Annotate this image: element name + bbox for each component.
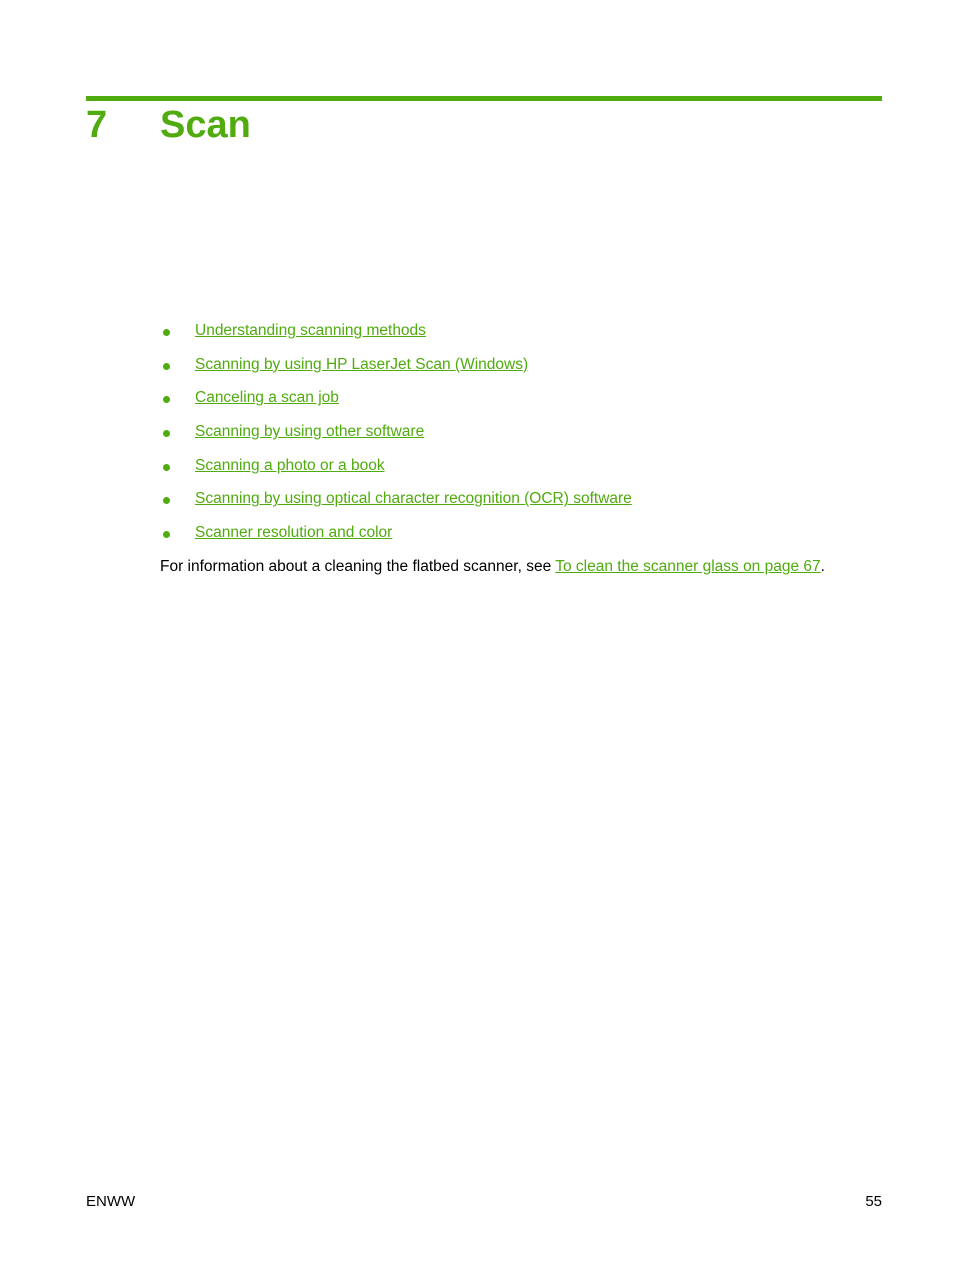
toc-item [160, 523, 632, 557]
chapter-number: 7 [86, 104, 108, 146]
toc-item [160, 321, 632, 355]
clean-scanner-glass-link[interactable]: To clean the scanner glass on page 67 [555, 558, 821, 575]
bullet-icon [163, 464, 170, 471]
info-text-before: For information about a cleaning the flatbed scanner, see [160, 558, 556, 575]
toc-link-hp-laserjet-scan[interactable]: Scanning by using HP LaserJet Scan (Windows) [195, 355, 529, 373]
toc-item [160, 422, 632, 456]
info-text-after: . [820, 558, 825, 575]
bullet-icon [163, 363, 170, 370]
toc-link-resolution-and-color[interactable]: Scanner resolution and color [195, 524, 393, 542]
toc-link-canceling-scan-job[interactable]: Canceling a scan job [195, 389, 339, 407]
toc-item [160, 388, 632, 422]
bullet-icon [163, 497, 170, 504]
toc-link-photo-or-book[interactable]: Scanning a photo or a book [195, 456, 385, 474]
bullet-icon [163, 329, 170, 336]
chapter-rule [86, 96, 882, 101]
toc-link-ocr-software[interactable]: Scanning by using optical character recognition (OCR) software [195, 490, 632, 508]
chapter-toc-list [160, 321, 632, 557]
bullet-icon [163, 396, 170, 403]
bullet-icon [163, 531, 170, 538]
toc-link-understanding-scanning-methods[interactable]: Understanding scanning methods [195, 322, 426, 339]
footer-page-number: 55 [865, 1193, 882, 1210]
toc-item [160, 355, 632, 389]
chapter-title: Scan [160, 104, 251, 146]
footer-locale: ENWW [86, 1193, 136, 1210]
cleaning-info-paragraph [160, 557, 825, 577]
toc-link-other-software[interactable]: Scanning by using other software [195, 423, 425, 441]
toc-item [160, 456, 632, 490]
bullet-icon [163, 430, 170, 437]
toc-item [160, 489, 632, 523]
